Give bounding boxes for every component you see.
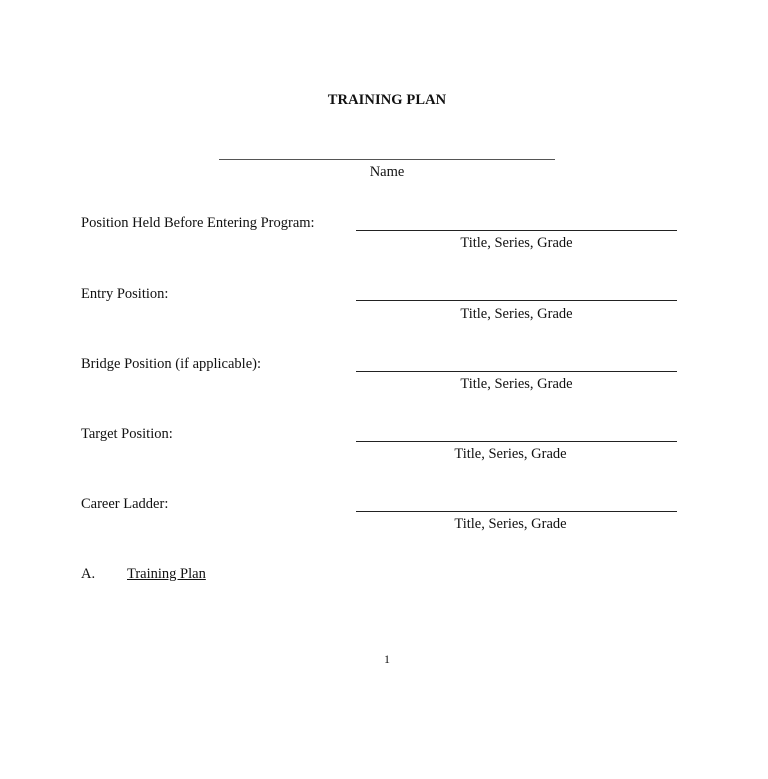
field-caption-entry-position: Title, Series, Grade: [460, 306, 573, 322]
field-label-entry-position: Entry Position:: [81, 286, 169, 302]
document-title: TRAINING PLAN: [327, 92, 447, 108]
field-line-target-position[interactable]: [356, 441, 677, 442]
field-label-bridge-position: Bridge Position (if applicable):: [81, 356, 262, 372]
field-line-position-held[interactable]: [356, 230, 677, 231]
name-label: Name: [369, 164, 405, 180]
field-label-position-held: Position Held Before Entering Program:: [81, 215, 315, 231]
field-line-entry-position[interactable]: [356, 300, 677, 301]
section-letter: A.: [81, 566, 96, 582]
field-line-bridge-position[interactable]: [356, 371, 677, 372]
field-line-career-ladder[interactable]: [356, 511, 677, 512]
field-caption-position-held: Title, Series, Grade: [460, 235, 573, 251]
section-heading: Training Plan: [127, 566, 206, 582]
field-label-target-position: Target Position:: [81, 426, 173, 442]
name-signature-line[interactable]: [219, 159, 555, 160]
field-caption-bridge-position: Title, Series, Grade: [460, 376, 573, 392]
field-label-career-ladder: Career Ladder:: [81, 496, 169, 512]
field-caption-target-position: Title, Series, Grade: [454, 446, 567, 462]
field-caption-career-ladder: Title, Series, Grade: [454, 516, 567, 532]
page-number: 1: [384, 652, 390, 666]
